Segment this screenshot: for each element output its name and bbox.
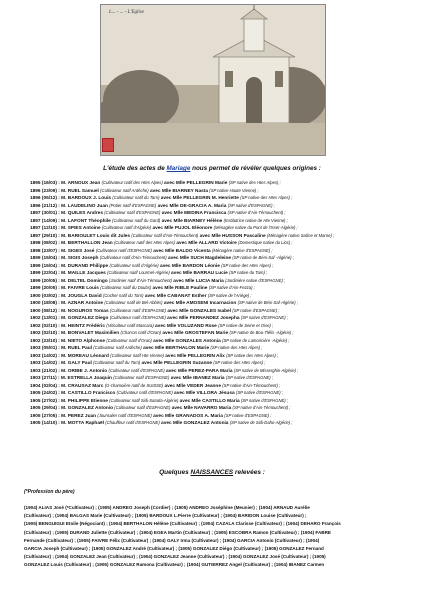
marriage-record [30,277,416,285]
record-bride-origin: (Domestique native du Lioc) ; [238,240,293,245]
record-bride: avec Mlle FERNANDEZ Josepha [165,316,241,321]
record-bride-origin: (Ménagère native d'ESPAGNE) ; [212,247,273,253]
record-groom-origin: (Cultivateur natif d'ESPAGNE) [114,405,171,410]
record-date: 1903 (27/11) : [30,376,61,381]
record-groom: M. DELTEL Domingo [61,278,110,284]
record-bride: avec Mlle MEDINA Francisca [160,211,228,216]
record-bride-origin: (SP native de Béni-Saf-Algérie) ; [237,300,298,305]
record-groom: M. SIGIS Joseph [61,256,100,261]
record-date: 1896 (21/12) : [30,203,62,209]
record-bride-origin: (SP native d'ESPAGNE) ; [227,202,275,208]
record-groom-origin: (Cultivateur natif Hte Vienne) [110,352,164,358]
marriage-record [30,284,416,292]
record-groom-origin: (Cultivateur natif d'Algérie) [109,262,159,268]
marriage-record [30,217,416,225]
record-groom: M. NOGUROS Tomas [61,308,110,314]
record-groom: M. PEREZ Juan [61,413,98,419]
record-groom-origin: (Viticulteur natif Mascara) [106,322,154,328]
birth-line: GARCIA Joseph (Cultivateur) ; (1905) GONZALEZ André (Cultivateur) ; (1905) GONZALEZ Diégo (Cultivateur) ; (1905) GONZALEZ Fernand [24,545,324,551]
record-bride: avec Mlle PUJOL Eléonore [151,226,214,231]
record-bride-origin: (Ménagère native du Pont de l'Isser-Algérie) ; [213,225,298,230]
record-bride: avec Mlle GROSTEFAN Marie [161,331,230,336]
record-bride: avec Mlle IBANEZ Maria [169,376,226,381]
marriage-record [30,412,416,420]
record-bride-origin: (SP native d'Ain-Témouchent) ; [232,405,291,410]
marriage-record [30,187,416,195]
record-bride: avec Mlle VILLORA Jésusa [172,391,236,396]
heading-text: L'étude des actes de [103,165,167,172]
record-groom: M. LAFONT Théophile [61,218,113,224]
record-groom-origin: (Cultivateur natif des Htes Alpes) [101,180,163,185]
record-bride: avec Mlle PELLEGRIN Suzanne [140,361,214,366]
record-bride: avec Mlle PEREZ-PARA Maria [164,368,234,374]
marriage-heading [0,165,424,172]
marriage-record [30,247,416,255]
record-bride-origin: (SP native de Béni-Saf -Algérie) ; [232,255,294,260]
marriage-record [30,389,416,397]
record-bride-origin: (SP native d'ESPAGNE) ; [235,390,284,395]
births-heading [0,469,424,476]
marriage-record [30,359,416,367]
record-groom-origin: (Charron natif d'Oran) [120,330,162,335]
record-groom: M. GALY Paul [61,361,94,366]
record-groom: M. MOREAU Léonard [61,353,111,359]
record-date: 1904 (02/04) : [30,383,62,389]
marriage-record [30,352,416,360]
record-bride-origin: (SP native d'Ain-Fezza) ; [208,285,255,290]
record-bride-origin: (SP native des Htes Alpes) ; [213,360,266,365]
record-bride: avec Mlle BIARNEY Hélène [160,218,224,224]
record-bride-origin: (SP native de l'Ariège) ; [207,292,252,298]
record-groom-origin: (Cultivateur natif du Gard) [112,217,161,223]
record-groom-origin: (Cultivateur natif du Doubs) [100,285,152,290]
marriage-record [30,232,416,240]
record-groom: M. AZNAR Antoine [61,301,105,306]
record-bride-origin: (Jardinière native d'ESPAGNE) ; [225,277,286,283]
record-bride: avec Mlle GONZALES Isabel [166,308,233,314]
record-bride: avec Mlle BIARNEY Nasta [148,188,210,194]
record-bride-origin: (SP native de Lamoricière -Algérie) ; [222,337,290,343]
record-date: 1899 (20/05) : [30,278,62,284]
record-groom-origin: (Cultivateur natif d'ESPAGNE) [109,315,166,320]
record-groom: M. NIETO Alphonse [61,338,107,344]
births-list [24,504,406,570]
record-groom-origin: (Cultivateur natif Ardèche) [100,187,149,193]
record-groom-origin: (Cultivateur natif d'Ain-Témouchent) [131,232,199,238]
marriage-record [30,337,416,345]
marriage-record [30,239,416,247]
marriage-record [30,292,416,300]
births-heading-text: Quelques [159,469,191,476]
record-bride-origin: (SP native d'ESPAGNE) ; [225,375,273,380]
record-bride: avec Mlle CASTILLO Maria [178,398,241,404]
record-groom: M. MOTTA Raphaël [61,421,106,426]
record-groom-origin: (Cultivateur natif du Tarn) [112,195,160,200]
record-date: 1903 (21/02) : [30,368,62,374]
marriage-record [30,209,416,217]
record-bride: avec Mlle NAVARRO Maria [170,406,233,411]
marriage-record [30,179,416,187]
births-heading-highlight: NAISSANCES [190,469,234,476]
record-groom: M. ARNOUX Jean [61,181,102,186]
heading-link[interactable]: Mariage [166,165,191,172]
record-groom-origin: (Cultivateur natif d'Oran) [106,337,152,343]
record-bride-origin: (SP native d'ESPAGNE) ; [240,315,288,320]
marriage-record [30,344,416,352]
record-groom-origin: (Cultivateur natif des Htes Alpes) [113,240,176,245]
record-date: 1905 (27/05) : [30,413,62,419]
record-bride-origin: (Ménagère native Saône et Marne) ; [266,232,335,238]
record-bride-origin: (SP native de Misserghin-Algérie) ; [233,367,299,373]
births-heading-text-end: relevées : [233,469,265,476]
marriage-record [30,404,416,412]
record-bride-origin: (SP native des Htes Alpes) ; [240,195,293,200]
postcard-stamp [102,138,114,152]
record-bride-origin: (SP native de Seine et Oise) ; [218,322,274,328]
marriage-record [30,367,416,375]
record-groom: M. PHILIPPE Etienne [61,398,110,404]
record-bride: avec Mlle CABANAT Esther [143,293,208,299]
record-bride: avec Mlle VOLUZAND Rose [153,323,219,329]
marriage-record [30,202,416,210]
record-groom: M. BERTHALLON Jean [61,241,114,246]
record-groom-origin: (Journalier natif d'ESPAGNE) [97,412,152,418]
birth-line: GONZALEZ Louis (Cultivateur) ; (1905) GONZALEZ Ramona (Cultivateur) ; (1904) GUTIERREZ Angel (Cultivateur) ; (1904) IBANEZ Carmen [24,562,325,568]
record-date: 1902 (23/10) : [30,338,62,344]
record-date: 1896 (05/12) : [30,196,62,201]
record-bride: avec Mlle GRANADOS A. Maria [151,413,225,419]
record-groom: M. CRAUSAZ Marc [61,383,105,389]
record-bride-origin: (SP native des Htes Alpes) ; [221,262,274,268]
record-groom: M. LAUDELINO Juan [61,203,110,209]
record-date: 1903 (14/02) : [30,353,62,359]
record-bride: avec Mlle BARDON Léonie [158,263,222,269]
record-date: 1903 (05/01) : [30,346,62,351]
marriage-record [30,374,416,382]
record-groom-origin: (Cocher natif du Tarn) [102,292,144,298]
record-bride: avec Mlle BERTHALON Marie [141,346,211,351]
photo-caption: L... - ... - L'Eglise [109,10,144,15]
birth-line: (1904) ALIAS José (*Cultivateur) ; (1905) ANDREO Joseph (Cordier) ; (1905) ANDREO Joséphine (Meunier) ; (1904) ARNAUD Aurélie [24,505,310,510]
record-date: 1900 (08/12) : [30,308,62,314]
record-date: 1897 (12/10) : [30,226,62,231]
record-groom-origin: (Cultivateur natif du Tarn) [93,360,141,365]
record-groom: M. MAILLE Jacques [61,271,108,276]
record-groom-origin: (Cultivateur natif Ardèche) [93,345,142,350]
record-date: 1902 (13/01) : [30,316,62,321]
record-bride: avec Mlle BALDO Vicenta [151,248,212,254]
record-groom-origin: (Chauffeur natif d'ESPAGNE) [105,420,160,425]
record-date: 1898 (23/07) : [30,248,62,254]
record-bride: avec Mlle SUCH Magdeleine [166,256,233,261]
marriage-record [30,314,416,322]
record-groom-origin: (Jardinier natif d'Ain-Témouchent) [109,277,172,283]
record-groom: M. SPIES Antoine [61,226,102,231]
record-groom: M. HEINTZ Frédéric [61,323,107,329]
marriage-record [30,224,416,232]
record-date: 1905 (29/04) : [30,406,62,411]
record-bride-origin: (SP native Haute Vienne) ; [209,187,259,193]
record-groom: M. ESTRELLA Joaquin [60,376,114,381]
record-date: 1902 (02/10) : [30,323,62,329]
record-groom-origin: (G-chamoière natif de SUISSE) [104,382,164,388]
record-groom: M. ORIBE J. Antonio [61,368,109,374]
record-bride: avec Mlle HUSSON Pascaline [198,233,267,239]
birth-line: (Cultivateur) ; (1904) GONZALEZ Jean (Cultivateur) ; (1904) GONZALEZ Jeanne (Cultivateur) ; (1904) GONZALEZ José (Cultivateur) ; (1905) [24,554,326,560]
record-groom: M. QUILES Andres [61,211,105,216]
record-bride-origin: (SP native du Tarn) ; [229,270,268,275]
record-groom: M. FAIVRE Louis [61,286,101,291]
record-groom-origin: (Cultivateur natif d'ESPAGNE) [104,210,161,215]
marriage-record [30,397,416,405]
record-date: 1897 (29/10) : [30,233,62,239]
marriage-record [30,254,416,262]
record-date: 1898 (08/02) : [30,241,62,246]
record-groom-origin: (Cultivateur natif d'Ain-Témouchent) [99,255,167,260]
marriage-record [30,262,416,270]
record-groom: M. CASTILLO Francisco [61,391,117,396]
record-bride-origin: (Institutrice native de Hte Vienne) ; [223,217,288,223]
record-bride-origin: (SP native des Htes Alpes) ; [228,180,281,185]
record-groom-origin: (Cultivateur natif d'ESPAGNE) [113,375,170,380]
record-bride: avec Mlle ALLARD Victoire [175,241,239,246]
record-groom-origin: (Cultivateur natif d'ESPAGNE) [109,307,167,313]
birth-line: (1905) BENGUIGUI Etoile (Négociant) ; (1904) BERTHALON Hélène (Cultivateur) ; (1904) CAZALA Clarisse (Cultivateur) ; (1904) DEHARO François [24,521,341,527]
church-illustration [101,5,325,155]
record-groom-origin: (Cultivateur natif d'ESPAGNE) [108,367,165,373]
record-date: 1902 (02/10) : [30,331,62,336]
record-groom: M. RUEL Paul [61,346,94,351]
birth-line: (Cultivateur) ; (1904) BALGAS Marie (Cultivateur) ; (1905) BARDOUX L.Pierre (Cultivateur) ; (1904) BARIDON Louise (Cultivateur) ; [24,513,307,519]
record-bride: avec Mlle RIBLE Pauline [151,286,209,291]
record-groom-origin: (Cultivateur natif d'ESPAGNE) [95,247,152,253]
record-groom: M. GONZALEZ Diego [61,316,110,321]
record-bride-origin: (SP native d'ESPAGNE) ; [232,307,280,313]
record-bride-origin: (SP native d'Ain-Témouchent) ; [227,210,286,215]
marriage-record [30,299,416,307]
church-photo [100,4,326,156]
record-groom: M. JOUGLA David [61,293,103,299]
record-date: 1899 (15/04) : [30,263,62,269]
record-date: 1905 (24/02) : [30,391,62,396]
record-groom: M. GONZALEZ Antonio [61,406,115,411]
marriage-record [30,269,416,277]
marriage-record [30,322,416,330]
record-date: 1899 (20/05) : [30,286,62,291]
record-date: 1896 (23/09) : [30,188,62,194]
record-bride-origin: (SP native de Bou-Tlélis -Algérie) ; [229,330,294,335]
record-date: 1905 (14/10) : [30,421,62,426]
record-bride: avec Mlle PELLEGRIN Marie [162,181,229,186]
marriage-records-list [30,179,416,427]
record-bride-origin: (SP native des Htes Alpes) ; [210,345,263,350]
record-groom: M. BONVALET Maximilien [61,331,121,336]
marriage-record [30,194,416,202]
record-groom-origin: (Cultivateur natif Sidi-Saïada-Algérie) [109,397,179,403]
record-groom: M. BARIOULET Louis dit Jules [61,233,132,239]
record-bride: avec Mlle BARRAU Lucie [169,271,230,276]
record-groom: M. DURAND Philippe [61,263,110,269]
birth-line: (Cultivateur) ; (1905) DURAND Juliette (Cultivateur) ; (1904) EGEA Martin (Cultivateur) ; (1905) ESCOBRA Ramon (Cultivateur) ; (1904) FABRE [24,529,331,535]
record-bride: avec Mlle PELLEGRIN M. Henriette [159,196,241,201]
heading-text-end: nous permet de révéler quelques origines : [190,165,321,172]
record-groom: M. SIGES José [61,248,96,254]
record-groom-origin: (Cultivateur natif Lourmel-Algérie) [107,270,170,275]
record-bride: avec Mlle VEDER Jeanne [163,383,223,389]
marriage-record [30,419,416,427]
marriage-record [30,382,416,390]
record-date: 1905 (27/02) : [30,398,62,404]
record-bride: avec Mlle DE-GRACIA A. Maria [156,203,228,209]
record-date: 1900 (18/08) : [30,301,62,306]
record-date: 1897 (30/01) : [30,211,62,216]
record-groom: M. BARDOUX J. Louis [61,196,113,201]
record-bride-origin: (SP native des Htes Alpes) ; [226,352,279,358]
record-groom: M. RUEL Samuel [61,188,101,194]
record-bride-origin: (SP native d'ESPAGNE) ; [240,397,289,403]
record-bride: avec Mlle GONZALEZ Antonia [159,421,230,426]
profession-note: (*Profession du père) [24,489,75,495]
record-groom-origin: (Cultivateur natif de Bel-Abbès) [104,300,163,305]
record-bride-origin: (SP native d'ESPAGNE) ; [224,412,272,418]
record-date: 1899 (15/04) : [30,256,62,261]
marriage-record [30,329,416,337]
record-bride: avec Mlle LUCIA Maria [171,278,226,284]
record-date: 1900 (03/02) : [30,293,62,299]
record-date: 1895 (16/03) : [30,181,62,186]
record-groom-origin: (Cultivateur natif d'ESPAGNE) [116,390,173,395]
marriage-record [30,307,416,315]
record-bride-origin: (SP native de Sidi-Daho-Algérie) ; [229,420,293,425]
record-groom-origin: (Cultivateur natif d'Algérie) [101,225,152,230]
record-date: 1903 (14/02) : [30,361,62,366]
record-date: 1899 (22/04) : [30,271,62,276]
birth-line: Fernande (Cultivateur) ; (1905) FAIVRE Félix (Cultivateur) ; (1904) GALY Irma (Cultivateur) ; (1904) GARCIA Antonio (Cultivateur) ; (1904) [24,537,320,543]
record-bride-origin: (SP native d'Ain-Témouchent) ; [222,382,281,388]
record-bride: avec Mlle AMOSENI Incarnacion [162,301,238,306]
record-date: 1897 (14/09) : [30,218,62,224]
record-groom-origin: (Potier natif d'ESPAGNE) [109,202,157,208]
record-bride: avec Mlle GONZALES Antonia [151,338,223,344]
record-bride: avec Mlle PELLEGRIN Alix [163,353,227,359]
